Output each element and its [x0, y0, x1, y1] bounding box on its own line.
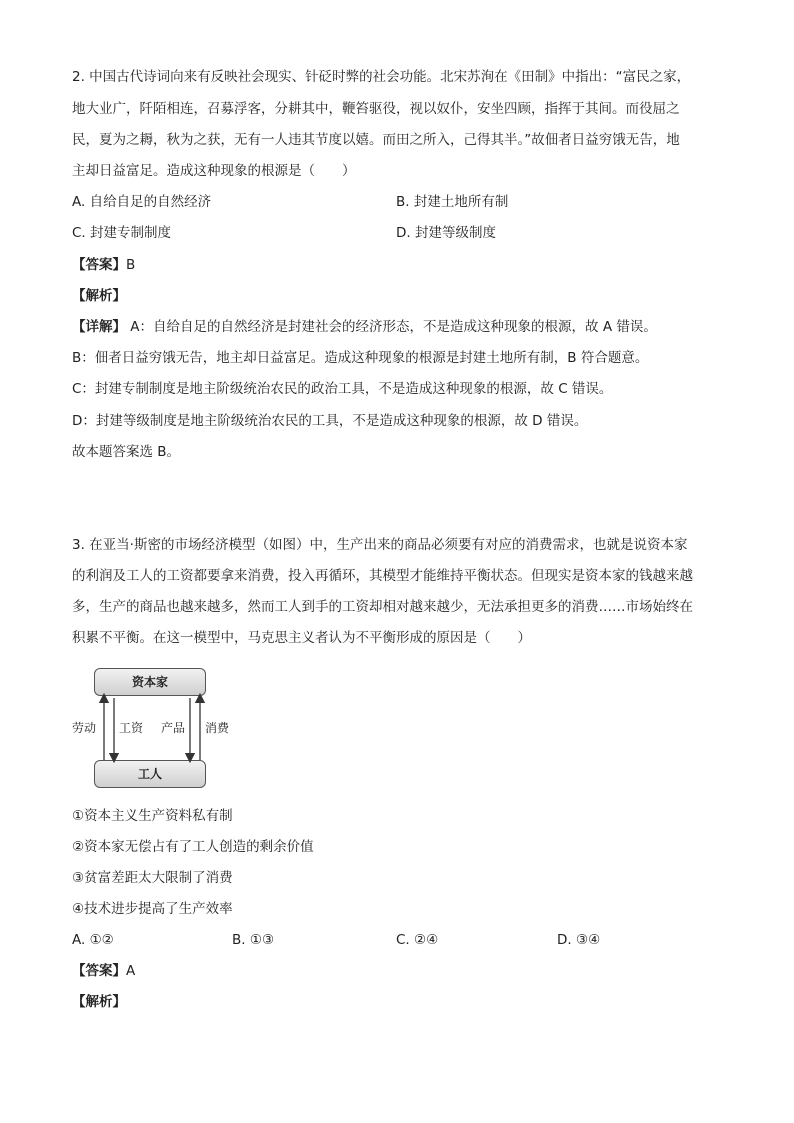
q2-detail-line: B：佃者日益穷饿无告，地主却日益富足。造成这种现象的根源是封建土地所有制，B 符合题意。 [72, 350, 649, 366]
q3-stem-line: 3. 在亚当·斯密的市场经济模型（如图）中，生产出来的商品必须要有对应的消费需求，也就是说资本家 [72, 537, 688, 553]
label-consumption: 消费 [205, 721, 230, 735]
label-labor: 劳动 [72, 721, 97, 735]
answer-value: A [126, 963, 136, 979]
q2-detail-line: D：封建等级制度是地主阶级统治农民的工具，不是造成这种现象的根源，故 D 错误。 [72, 413, 588, 429]
q3-statement: ④技术进步提高了生产效率 [72, 901, 233, 917]
q2-option-b: B. 封建土地所有制 [396, 194, 509, 210]
q2-stem-line: 主却日益富足。造成这种现象的根源是（ ） [72, 163, 356, 179]
answer-value: B [126, 257, 136, 273]
q3-stem-line: 多，生产的商品也越来越多，然而工人到手的工资却相对越来越少，无法承担更多的消费……市场始终在 [72, 599, 693, 615]
worker-box: 工人 [94, 760, 206, 788]
q2-detail-line: C：封建专制制度是地主阶级统治农民的政治工具，不是造成这种现象的根源，故 C 错误。 [72, 381, 613, 397]
q3-statement: ①资本主义生产资料私有制 [72, 808, 233, 824]
q3-analysis-tag: 【解析】 [72, 994, 126, 1010]
q3-statement: ③贫富差距太大限制了消费 [72, 870, 233, 886]
q2-detail-line [72, 318, 657, 336]
q2-stem-line: 2. 中国古代诗词向来有反映社会现实、针砭时弊的社会功能。北宋苏洵在《田制》中指出：“富民之家， [72, 69, 691, 85]
label-wage: 工资 [119, 721, 144, 735]
answer-tag: 【答案】 [72, 257, 126, 273]
q2-option-a: A. 自给自足的自然经济 [72, 194, 212, 210]
q3-stem-line: 积累不平衡。在这一模型中，马克思主义者认为不平衡形成的原因是（ ） [72, 630, 531, 646]
detail-tag: 【详解】 [72, 319, 126, 335]
q3-answer [72, 962, 135, 980]
q3-option-b: B. ①③ [232, 932, 275, 948]
q2-analysis-tag: 【解析】 [72, 288, 126, 304]
q2-option-c: C. 封建专制制度 [72, 225, 172, 241]
q3-statement: ②资本家无偿占有了工人创造的剩余价值 [72, 839, 314, 855]
market-model-diagram [72, 664, 242, 792]
q3-option-c: C. ②④ [396, 932, 439, 948]
answer-tag: 【答案】 [72, 963, 126, 979]
q2-stem-line: 地大业广，阡陌相连，召募浮客，分耕其中，鞭笞驱役，视以奴仆，安坐四顾，指挥于其间。而役屈之 [72, 101, 680, 117]
capitalist-box: 资本家 [94, 668, 206, 696]
label-product: 产品 [161, 721, 186, 735]
q2-stem-line: 民，夏为之耨，秋为之获，无有一人违其节度以嬉。而田之所入，己得其半。”故佃者日益穷饿无告，地 [72, 132, 680, 148]
q3-option-a: A. ①② [72, 932, 114, 948]
q3-option-d: D. ③④ [557, 932, 601, 948]
q3-stem-line: 的利润及工人的工资都要拿来消费，投入再循环，其模型才能维持平衡状态。但现实是资本家的钱越来越 [72, 568, 693, 584]
q2-option-d: D. 封建等级制度 [396, 225, 496, 241]
detail-text: A：自给自足的自然经济是封建社会的经济形态，不是造成这种现象的根源，故 A 错误。 [126, 319, 657, 335]
q2-conclusion: 故本题答案选 B。 [72, 444, 181, 460]
q2-answer [72, 256, 135, 274]
